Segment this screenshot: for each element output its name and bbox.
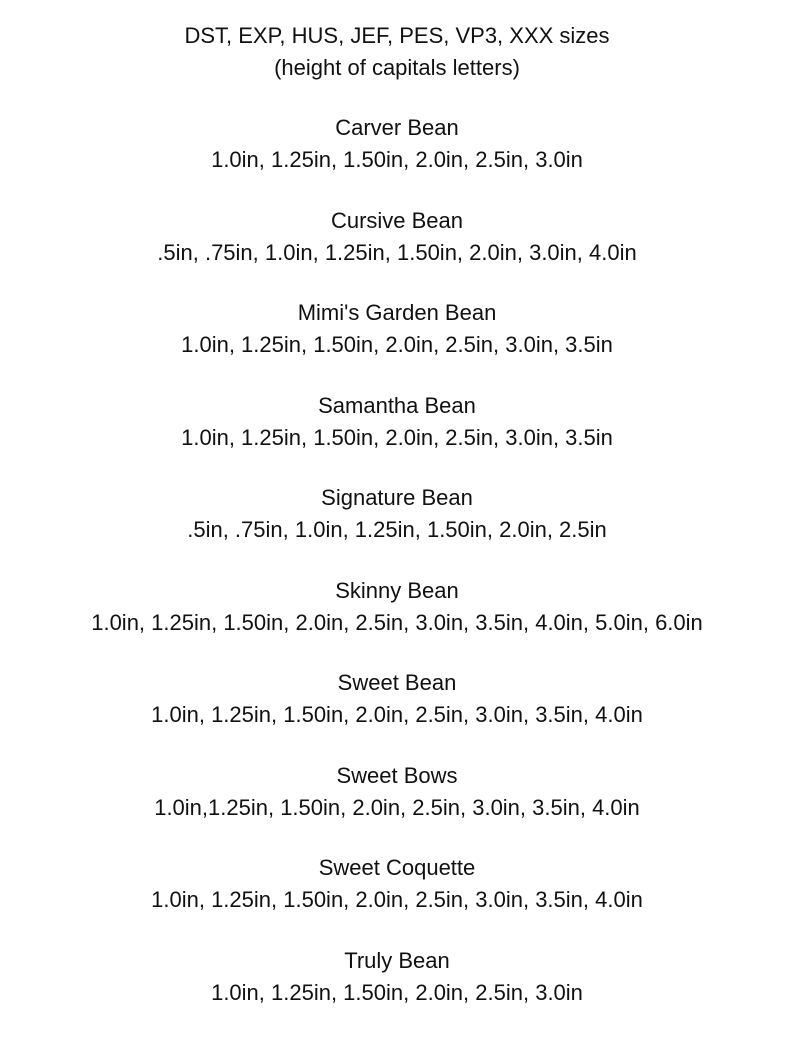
font-sizes: 1.0in, 1.25in, 1.50in, 2.0in, 2.5in, 3.0in, 3.5in [0, 422, 794, 454]
font-entry [0, 297, 794, 390]
font-sizes: 1.0in, 1.25in, 1.50in, 2.0in, 2.5in, 3.0in, 3.5in, 4.0in [0, 699, 794, 731]
font-entry [0, 667, 794, 760]
font-name: Sweet Bean [0, 667, 794, 699]
font-entry [0, 575, 794, 668]
font-name: Carver Bean [0, 112, 794, 144]
font-sizes: 1.0in,1.25in, 1.50in, 2.0in, 2.5in, 3.0in, 3.5in, 4.0in [0, 792, 794, 824]
font-sizes: 1.0in, 1.25in, 1.50in, 2.0in, 2.5in, 3.0in [0, 144, 794, 176]
font-sizes: 1.0in, 1.25in, 1.50in, 2.0in, 2.5in, 3.0in, 3.5in, 4.0in, 5.0in, 6.0in [0, 607, 794, 639]
font-name: Signature Bean [0, 482, 794, 514]
font-name: Samantha Bean [0, 390, 794, 422]
font-entry [0, 112, 794, 205]
font-sizes: 1.0in, 1.25in, 1.50in, 2.0in, 2.5in, 3.0in [0, 977, 794, 1009]
font-name: Skinny Bean [0, 575, 794, 607]
measurement-note: (height of capitals letters) [0, 52, 794, 84]
font-size-list [0, 112, 794, 1037]
font-name: Truly Bean [0, 945, 794, 977]
font-sizes: .5in, .75in, 1.0in, 1.25in, 1.50in, 2.0in, 3.0in, 4.0in [0, 237, 794, 269]
font-entry [0, 205, 794, 298]
font-entry [0, 390, 794, 483]
formats-heading: DST, EXP, HUS, JEF, PES, VP3, XXX sizes [0, 20, 794, 52]
font-name: Cursive Bean [0, 205, 794, 237]
font-entry [0, 482, 794, 575]
font-entry [0, 852, 794, 945]
font-entry [0, 945, 794, 1037]
font-name: Mimi's Garden Bean [0, 297, 794, 329]
font-sizes: .5in, .75in, 1.0in, 1.25in, 1.50in, 2.0in, 2.5in [0, 514, 794, 546]
font-sizes: 1.0in, 1.25in, 1.50in, 2.0in, 2.5in, 3.0in, 3.5in [0, 329, 794, 361]
font-name: Sweet Bows [0, 760, 794, 792]
chart-header [0, 20, 794, 84]
font-sizes: 1.0in, 1.25in, 1.50in, 2.0in, 2.5in, 3.0in, 3.5in, 4.0in [0, 884, 794, 916]
font-entry [0, 760, 794, 853]
font-name: Sweet Coquette [0, 852, 794, 884]
